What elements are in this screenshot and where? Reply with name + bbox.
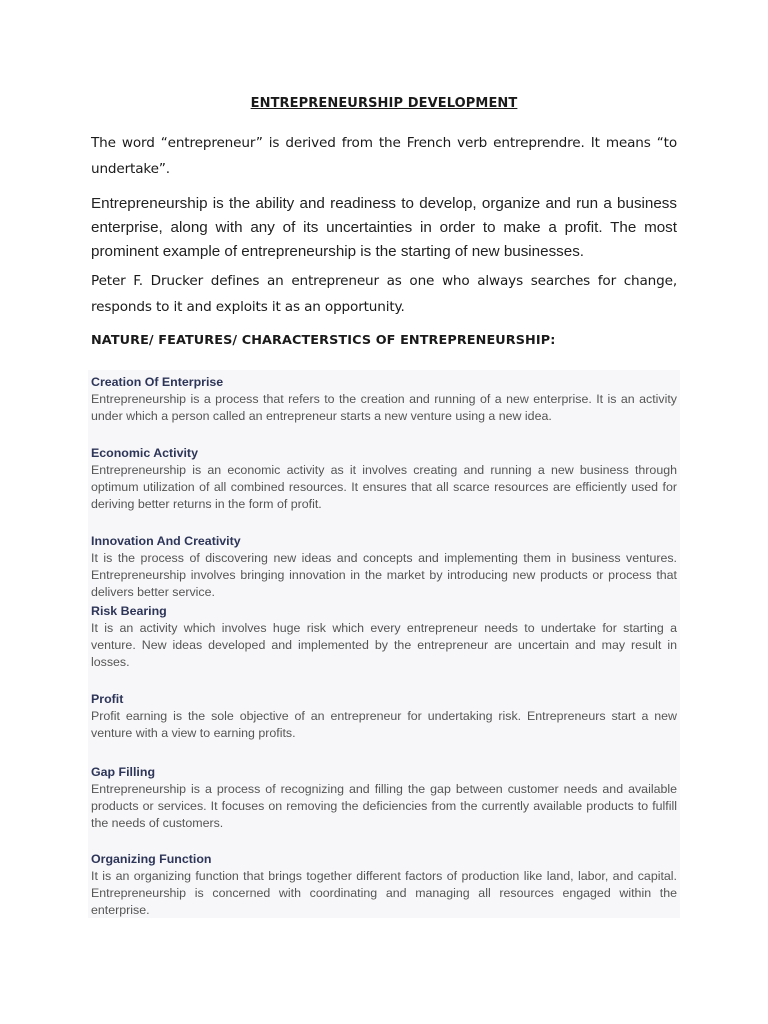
- document-title: ENTREPRENEURSHIP DEVELOPMENT: [250, 96, 518, 111]
- feature-text: It is the process of discovering new ideas and concepts and implementing them in business ventures. Entrepreneurship involves bringing innovation in the market by introducing new products or process that delivers better service.: [91, 551, 677, 599]
- feature-text: Entrepreneurship is a process of recognizing and filling the gap between customer needs and available products or services. It focuses on removing the deficiencies from the currently available products to fulfill the needs of customers.: [91, 782, 677, 830]
- feature-heading: Organizing Function: [91, 852, 212, 866]
- feature-organizing-function: [91, 851, 677, 919]
- feature-text: It is an organizing function that brings together different factors of production like land, labor, and capital. Entrepreneurship is concerned with coordinating and managing all resources engaged within the enterprise.: [91, 869, 677, 917]
- section-title: NATURE/ FEATURES/ CHARACTERSTICS OF ENTREPRENEURSHIP:: [91, 333, 556, 348]
- feature-text: Entrepreneurship is a process that refers to the creation and running of a new enterprise. It is an activity under which a person called an entrepreneur starts a new venture using a new idea.: [91, 392, 677, 423]
- intro-paragraph-definition: Entrepreneurship is the ability and readiness to develop, organize and run a business enterprise, along with any of its uncertainties in order to make a profit. The most prominent example of entrepreneurship is the starting of new businesses.: [91, 195, 677, 260]
- feature-heading: Creation Of Enterprise: [91, 375, 224, 389]
- feature-heading: Economic Activity: [91, 446, 198, 460]
- feature-text: It is an activity which involves huge risk which every entrepreneur needs to undertake for starting a venture. New ideas developed and implemented by the entrepreneur are uncertain and may result in losses.: [91, 621, 677, 669]
- feature-profit: [91, 691, 677, 742]
- feature-heading: Gap Filling: [91, 765, 156, 779]
- feature-innovation-and-creativity: [91, 533, 677, 601]
- feature-risk-bearing: [91, 603, 677, 671]
- intro-paragraph-drucker: Peter F. Drucker defines an entrepreneur as one who always searches for change, responds to it and exploits it as an opportunity.: [91, 273, 677, 315]
- feature-creation-of-enterprise: [91, 374, 677, 425]
- feature-text: Entrepreneurship is an economic activity as it involves creating and running a new business through optimum utilization of all combined resources. It ensures that all scarce resources are efficiently used for deriving better returns in the form of profit.: [91, 463, 677, 511]
- feature-economic-activity: [91, 445, 677, 513]
- feature-heading: Risk Bearing: [91, 604, 167, 618]
- intro-paragraph-etymology: The word “entrepreneur” is derived from the French verb entreprendre. It means “to undertake”.: [91, 135, 677, 177]
- feature-heading: Profit: [91, 692, 124, 706]
- feature-text: Profit earning is the sole objective of an entrepreneur for undertaking risk. Entrepreneurs start a new venture with a view to earning profits.: [91, 709, 677, 740]
- feature-heading: Innovation And Creativity: [91, 534, 241, 548]
- feature-gap-filling: [91, 764, 677, 832]
